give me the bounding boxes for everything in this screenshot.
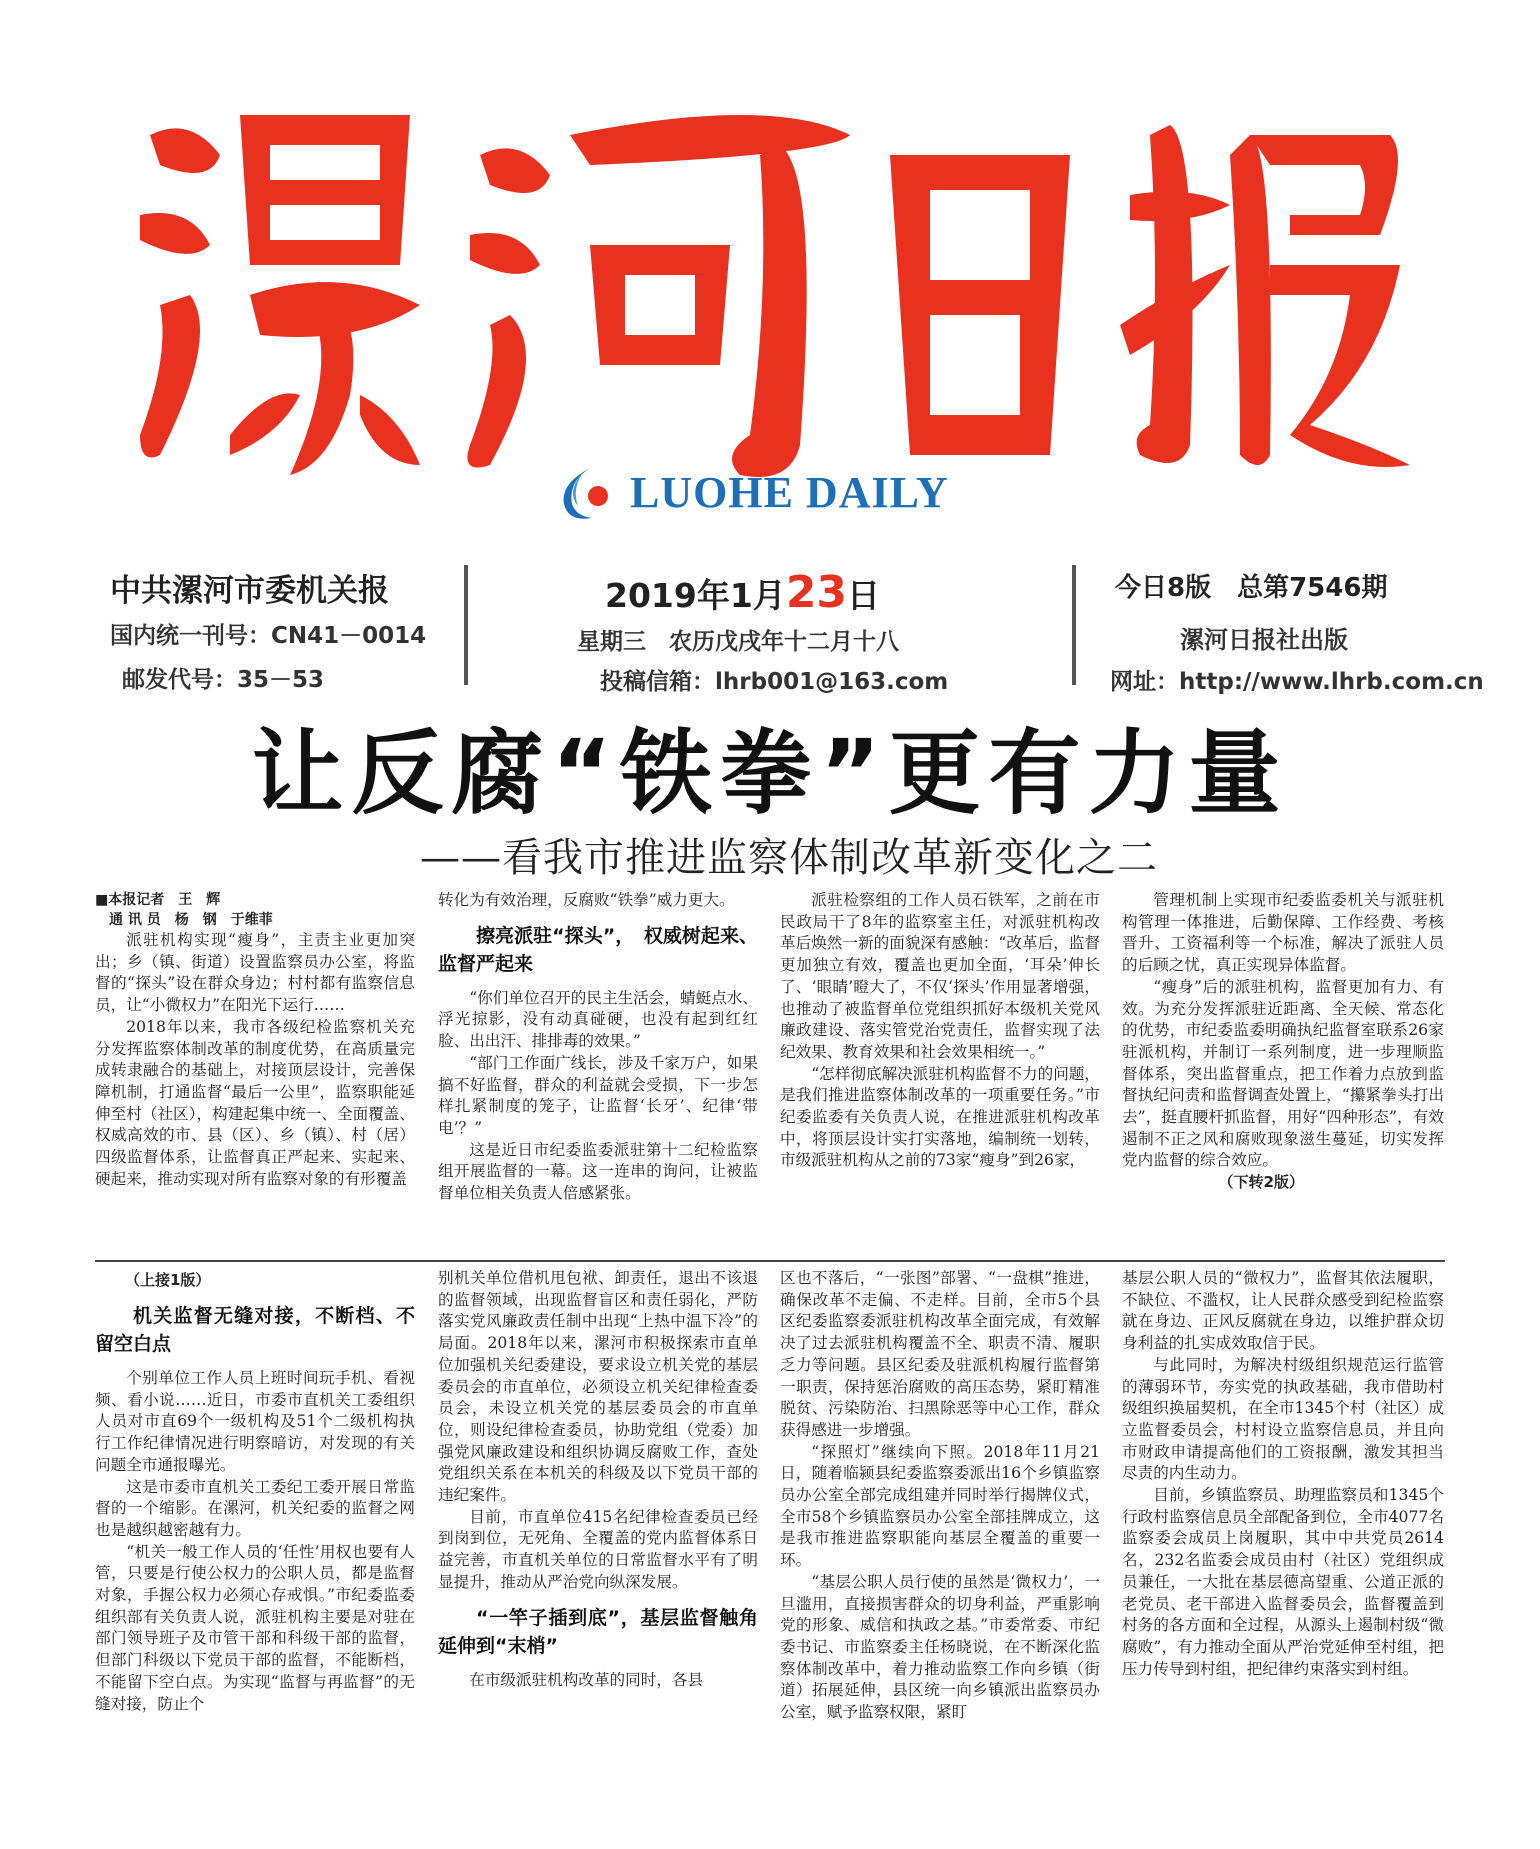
paragraph: 转化为有效治理，反腐败“铁拳”威力更大。 [438, 891, 735, 909]
issn-label: 国内统一刊号：CN41－0014 [110, 623, 427, 649]
masthead-title-logo [130, 95, 1420, 485]
english-title [560, 462, 949, 522]
paragraph: 这是近日市纪委监委派驻第十二纪检监察组开展监督的一幕。这一连串的询问，让被监督单位相关负责人倍感紧张。 [438, 1140, 758, 1203]
main-headline: 让反腐“铁拳”更有力量 [251, 720, 1289, 827]
continued-from-page-1: （上接1版） [125, 1271, 211, 1289]
paragraph: 别机关单位借机甩包袱、卸责任，退出不该退的监督领域，出现监督盲区和责任弱化，严防落实党风廉政责任制中出现“上热中温下冷”的局面。2018年以来，漯河市积极探索市直单位加强机关纪委建设，要求设立机关党的基层委员会的市直单位，必须设立机关纪律检查委员会，未设立机关党的基层委员会的市直单位，则设纪律检查委员，协助党组（党委）加强党风廉政建设和组织协调反腐败工作，查处党组织关系在本机关的科级及以下党员干部的违纪案件。 [438, 1269, 758, 1505]
website-label: 网址：http://www.lhrb.com.cn [1110, 669, 1484, 695]
paragraph: 管理机制上实现市纪委监委机关与派驻机构管理一体推进，后勤保障、工作经费、考核晋升、工资福利等一个标准，解决了派驻人员的后顾之忧，真正实现异体监督。 [1122, 891, 1444, 975]
byline-reporter: ■本报记者 王 辉 [95, 892, 221, 908]
english-title-text: LUOHE DAILY [630, 467, 949, 517]
section-divider [95, 1260, 1445, 1262]
bottom-article-col-4 [1122, 1268, 1444, 1680]
masthead-calligraphy-icon [130, 95, 1420, 485]
paragraph: 派驻机构实现“瘦身”，主责主业更加突出；乡（镇、街道）设置监察员办公室，将监督的“探头”设在群众身边；村村都有监察信息员，让“小微权力”在阳光下运行…… [95, 931, 415, 1015]
paragraph: 在市级派驻机构改革的同时，各县 [469, 1670, 704, 1689]
publisher-label: 漯河日报社出版 [1180, 626, 1348, 654]
section-heading: “一竿子插到底”，基层监督触角延伸到“末梢” [438, 1606, 758, 1657]
paragraph: “机关一般工作人员的‘任性’用权也要有人管，只要是行使公权力的公职人员，都是监督对象，手握公权力必须心存戒惧。”市纪委监委组织部有关负责人说，派驻机构主要是对驻在部门领导班子及市管干部和科级干部的监督，但部门科级以下党员干部的监督，不能断档，不能留下空白点。为实现“监督与再监督”的无缝对接，防止个 [95, 1542, 415, 1713]
paragraph: “基层公职人员行使的虽然是‘微权力’，一旦滥用，直接损害群众的切身利益，严重影响党的形象、威信和执政之基。”市委常委、市纪委书记、市监察委主任杨晓说，在不断深化监察体制改革中，着力推动监察工作向乡镇（街道）拓展延伸，县区统一向乡镇派出监察员办公室，赋予监察权限，紧盯 [780, 1572, 1100, 1722]
bottom-article-col-1 [95, 1268, 415, 1715]
paragraph: 区也不落后，“一张图”部署、“一盘棋”推进，确保改革不走偏、不走样。目前，全市5个县区纪委监察委派驻机构改革全面完成，有效解决了过去派驻机构覆盖不全、职责不清、履职乏力等问题。县区纪委及驻派机构履行监督第一职责，保持惩治腐败的高压态势，紧盯精准脱贫、污染防治、扫黑除恶等中心工作，群众获得感进一步增强。 [780, 1269, 1100, 1439]
crescent-ball-logo-icon [560, 464, 616, 520]
issue-date [605, 567, 880, 618]
paragraph: “怎样彻底解决派驻机构监督不力的问题，是我们推进监察体制改革的一项重要任务。”市纪委监委有关负责人说，在推进派驻机构改革中，将顶层设计实打实落地，编制统一划转，市级派驻机构从之前的73家“瘦身”到26家， [780, 1064, 1100, 1170]
organ-label: 中共漯河市委机关报 [110, 573, 389, 609]
paragraph: 个别单位工作人员上班时间玩手机、看视频、看小说……近日，市委市直机关工委组织人员对市直69个一级机构及51个二级机构执行工作纪律情况进行明察暗访，对发现的有关问题全市通报曝光。 [95, 1369, 415, 1474]
paragraph: “瘦身”后的派驻机构，监督更加有力、有效。为充分发挥派驻近距离、全天候、常态化的优势，市纪委监委明确执纪监督室联系26家驻派机构，并制订一系列制度，进一步理顺监督体系，突出监督重点，把工作着力点放到监督执纪问责和监督调查处置上，“攥紧拳头打出去”，挺直腰杆抓监督，用好“四种形态”，有效遏制不正之风和腐败现象滋生蔓延，切实发挥党内监督的综合效应。 [1122, 977, 1444, 1170]
issue-date-suffix: 日 [847, 576, 881, 615]
top-article-col-2 [438, 890, 758, 1205]
submission-email: 投稿信箱：lhrb001@163.com [600, 669, 949, 695]
top-article-col-1 [95, 890, 415, 1190]
weekday-lunar-date: 星期三 农历戊戌年十二月十八 [577, 629, 899, 655]
continued-to-page-2: （下转2版） [1218, 1173, 1304, 1192]
paragraph: 与此同时，为解决村级组织规范运行监管的薄弱环节，夯实党的执政基础，我市借助村级组织换届契机，在全市1345个村（社区）成立监督委员会，村村设立监察信息员，并且向市财政申请提高他们的工资报酬，激发其担当尽责的内生动力。 [1122, 1355, 1444, 1483]
sub-headline: ——看我市推进监察体制改革新变化之二 [420, 835, 1158, 881]
issue-date-day: 23 [785, 567, 848, 618]
bottom-article-col-2 [438, 1268, 758, 1691]
top-article-col-4 [1122, 890, 1444, 1194]
info-divider-left [464, 565, 468, 685]
issue-date-prefix: 2019年1月 [605, 576, 786, 615]
paragraph: 基层公职人员的“微权力”，监督其依法履职，不缺位、不滥权，让人民群众感受到纪检监察就在身边、正风反腐就在身边，以维护群众切身利益的扎实成效取信于民。 [1122, 1269, 1444, 1353]
paragraph: “你们单位召开的民主生活会，蜻蜓点水、浮光掠影，没有动真碰硬，也没有起到红红脸、出出汗、排排毒的效果。” [438, 988, 758, 1051]
info-divider-right [1072, 565, 1076, 685]
paragraph: 这是市委市直机关工委纪工委开展日常监督的一个缩影。在漯河，机关纪委的监督之网也是越织越密越有力。 [95, 1477, 415, 1539]
section-heading: 擦亮派驻“探头”， 权威树起来、监督严起来 [438, 924, 758, 975]
top-article-col-3 [780, 890, 1100, 1172]
postal-code-label: 邮发代号：35－53 [122, 667, 325, 693]
paragraph: “探照灯”继续向下照。2018年11月21日，随着临颍县纪委监察委派出16个乡镇监察员办公室全部完成组建并同时举行揭牌仪式，全市58个乡镇监察员办公室全部挂牌成立，这是我市推进监察职能向基层全覆盖的重要一环。 [780, 1442, 1100, 1570]
paragraph: “部门工作面广线长，涉及千家万户，如果搞不好监督，群众的利益就会受损，下一步怎样扎紧制度的笼子，让监督‘长牙’、纪律‘带电’？” [438, 1053, 758, 1137]
info-bar [0, 555, 1540, 705]
edition-number: 今日8版 总第7546期 [1115, 573, 1388, 603]
bottom-article-col-3 [780, 1268, 1100, 1724]
byline-correspondent: 通 讯 员 杨 钢 于维菲 [95, 912, 273, 928]
paragraph: 2018年以来，我市各级纪检监察机关充分发挥监察体制改革的制度优势，在高质量完成转隶融合的基础上，对接顶层设计，完善保障机制，打通监督“最后一公里”，监察职能延伸至村（社区），构建起集中统一、全面覆盖、权威高效的市、县（区）、乡（镇）、村（居）四级监督体系，让监督真正严起来、实起来、硬起来，推动实现对所有监察对象的有形覆盖 [95, 1017, 415, 1188]
paragraph: 目前，乡镇监察员、助理监察员和1345个行政村监察信息员全部配备到位，全市4077名监察委会成员上岗履职，其中中共党员2614名，232名监委会成员由村（社区）党组织成员兼任，一大批在基层德高望重、公道正派的老党员、老干部进入监督委员会，监督覆盖到村务的各方面和全过程，从源头上遏制村级“微腐败”，有力推动全面从严治党延伸至村组，把压力传导到村组，把纪律约束落实到村组。 [1122, 1486, 1444, 1678]
paragraph: 派驻检察组的工作人员石铁军，之前在市民政局干了8年的监察室主任，对派驻机构改革后焕然一新的面貌深有感触：“改革后，监督更加独立有效，覆盖也更加全面，‘耳朵’伸长了、‘眼睛’瞪大了，不仅‘探头’作用显著增强，也推动了被监督单位党组织抓好本级机关党风廉政建设、落实管党治党责任，监督实现了法纪效果、教育效果和社会效果相统一。” [780, 891, 1100, 1061]
paragraph: 目前，市直单位415名纪律检查委员已经到岗到位，无死角、全覆盖的党内监督体系日益完善，市直机关单位的日常监督水平有了明显提升，推动从严治党向纵深发展。 [438, 1507, 758, 1591]
section-heading: 机关监督无缝对接，不断档、不留空白点 [95, 1305, 415, 1355]
